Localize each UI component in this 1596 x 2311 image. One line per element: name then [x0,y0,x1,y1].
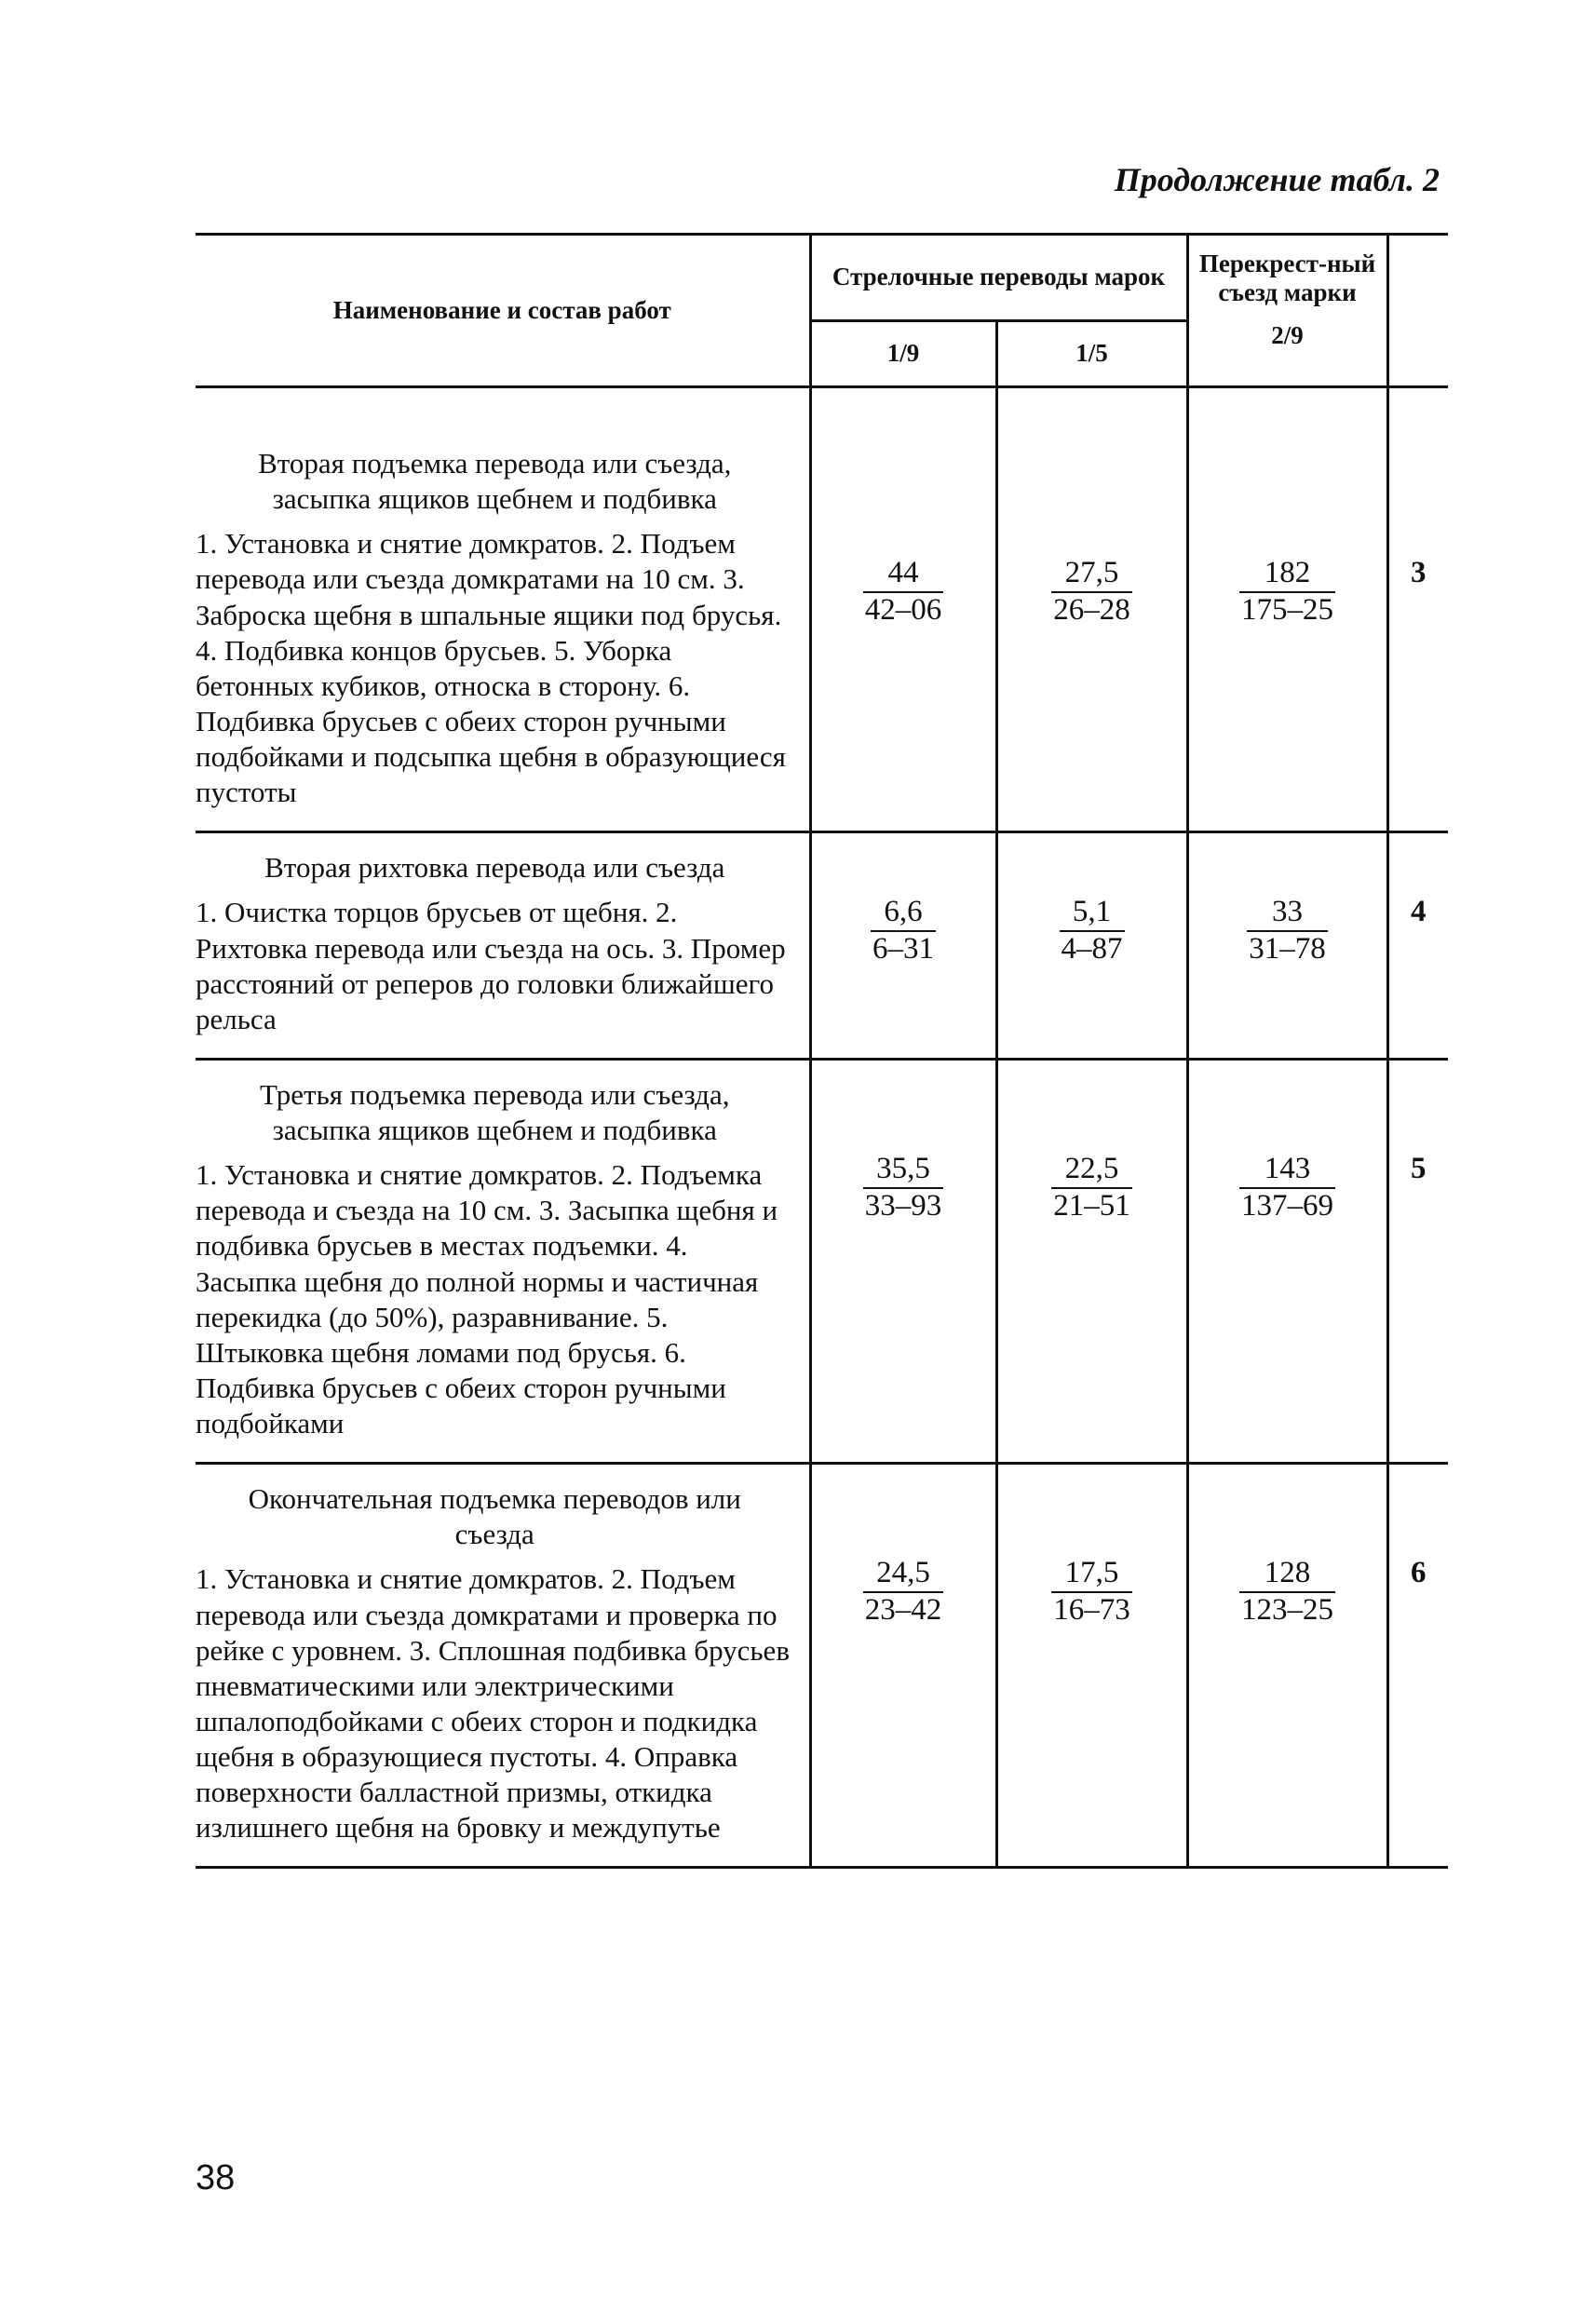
value-bottom: 31–78 [1249,932,1326,966]
value-bottom: 6–31 [872,932,934,966]
value-bottom: 26–28 [1053,592,1130,627]
value-1-5 [996,1059,1187,1463]
work-description [196,387,810,832]
header-mark-2-9: 2/9 [1187,321,1387,387]
value-crossover [1187,1059,1387,1463]
value-crossover [1187,1464,1387,1868]
value-1-9 [810,1059,996,1463]
value-top: 5,1 [1060,895,1125,932]
value-1-5 [996,387,1187,832]
header-blank [1387,235,1448,387]
section-title: Третья подъемка перевода или съезда, засыпка ящиков щебнем и подбивка [260,1077,730,1146]
header-switch-group: Стрелочные переводы марок [810,235,1187,321]
value-top: 33 [1247,895,1328,932]
value-bottom: 4–87 [1061,932,1123,966]
value-1-9 [810,387,996,832]
table-continuation-caption: Продолжение табл. 2 [1114,161,1440,198]
value-bottom: 16–73 [1053,1593,1130,1628]
page-number: 38 [196,2158,236,2197]
value-top: 143 [1239,1152,1335,1189]
section-body: 1. Установка и снятие домкратов. 2. Подъемка перевода и съезда на 10 см. 3. Засыпка щебня и подбивка брусьев в местах подъемки. 4. Засыпка щебня до полной нормы и частичная перекидка (до 50%), разравнивание. 5. Штыковка щебня ломами под брусья. 6. Подбивка брусьев с обеих сторон ручными подбойками [196,1158,778,1439]
value-bottom: 137–69 [1241,1188,1333,1223]
value-1-9 [810,1464,996,1868]
section-title: Окончательная подъемка переводов или съезда [248,1482,741,1551]
work-description [196,1059,810,1463]
header-crossover: Перекрест-ный съезд марки [1187,235,1387,321]
value-1-5 [996,832,1187,1060]
table-row [196,832,1448,1060]
row-number: 3 [1411,556,1427,589]
section-body: 1. Установка и снятие домкратов. 2. Подъем перевода или съезда домкратами и проверка по рейке с уровнем. 3. Сплошная подбивка брусьев пневматическими или электрическими шпалоподбойками с обеих сторон и подкидка щебня в образующиеся пустоты. 4. Оправка поверхности балластной призмы, откидка излишнего щебня на бровку и междупутье [196,1562,790,1845]
norms-table [196,233,1448,1869]
table-row [196,1059,1448,1463]
value-crossover [1187,832,1387,1060]
value-top: 17,5 [1051,1556,1132,1593]
value-top: 128 [1239,1556,1335,1593]
value-1-5 [996,1464,1187,1868]
value-top: 35,5 [863,1152,944,1189]
work-description [196,832,810,1060]
work-description [196,1464,810,1868]
header-mark-1-5: 1/5 [996,321,1187,387]
table-row [196,1464,1448,1868]
header-mark-1-9: 1/9 [810,321,996,387]
row-number: 6 [1411,1556,1427,1590]
section-title: Вторая рихтовка перевода или съезда [264,851,725,885]
value-top: 182 [1239,556,1335,593]
value-bottom: 42–06 [864,592,942,627]
row-number: 4 [1411,895,1427,929]
row-number: 5 [1411,1151,1427,1185]
table-row [196,387,1448,832]
section-title: Вторая подъемка перевода или съезда, засыпка ящиков щебнем и подбивка [258,447,732,516]
value-bottom: 175–25 [1241,592,1333,627]
header-work-name: Наименование и состав работ [196,235,810,387]
value-bottom: 23–42 [864,1593,942,1628]
section-body: 1. Очистка торцов брусьев от щебня. 2. Рихтовка перевода или съезда на ось. 3. Промер расстояний от реперов до головки ближайшего рельса [196,896,786,1035]
value-crossover [1187,387,1387,832]
section-body: 1. Установка и снятие домкратов. 2. Подъем перевода или съезда домкратами на 10 см. 3. Заброска щебня в шпальные ящики под брусья. 4. Подбивка концов брусьев. 5. Уборка бетонных кубиков, относка в сторону. 6. Подбивка брусьев с обеих сторон ручными подбойками и подсыпка щебня в образующиеся пустоты [196,527,786,809]
value-top: 24,5 [863,1556,944,1593]
value-bottom: 123–25 [1241,1593,1333,1628]
value-1-9 [810,832,996,1060]
value-bottom: 21–51 [1053,1188,1130,1223]
value-bottom: 33–93 [864,1188,942,1223]
value-top: 44 [863,556,944,593]
value-top: 27,5 [1051,556,1132,593]
value-top: 22,5 [1051,1152,1132,1189]
value-top: 6,6 [871,895,936,932]
